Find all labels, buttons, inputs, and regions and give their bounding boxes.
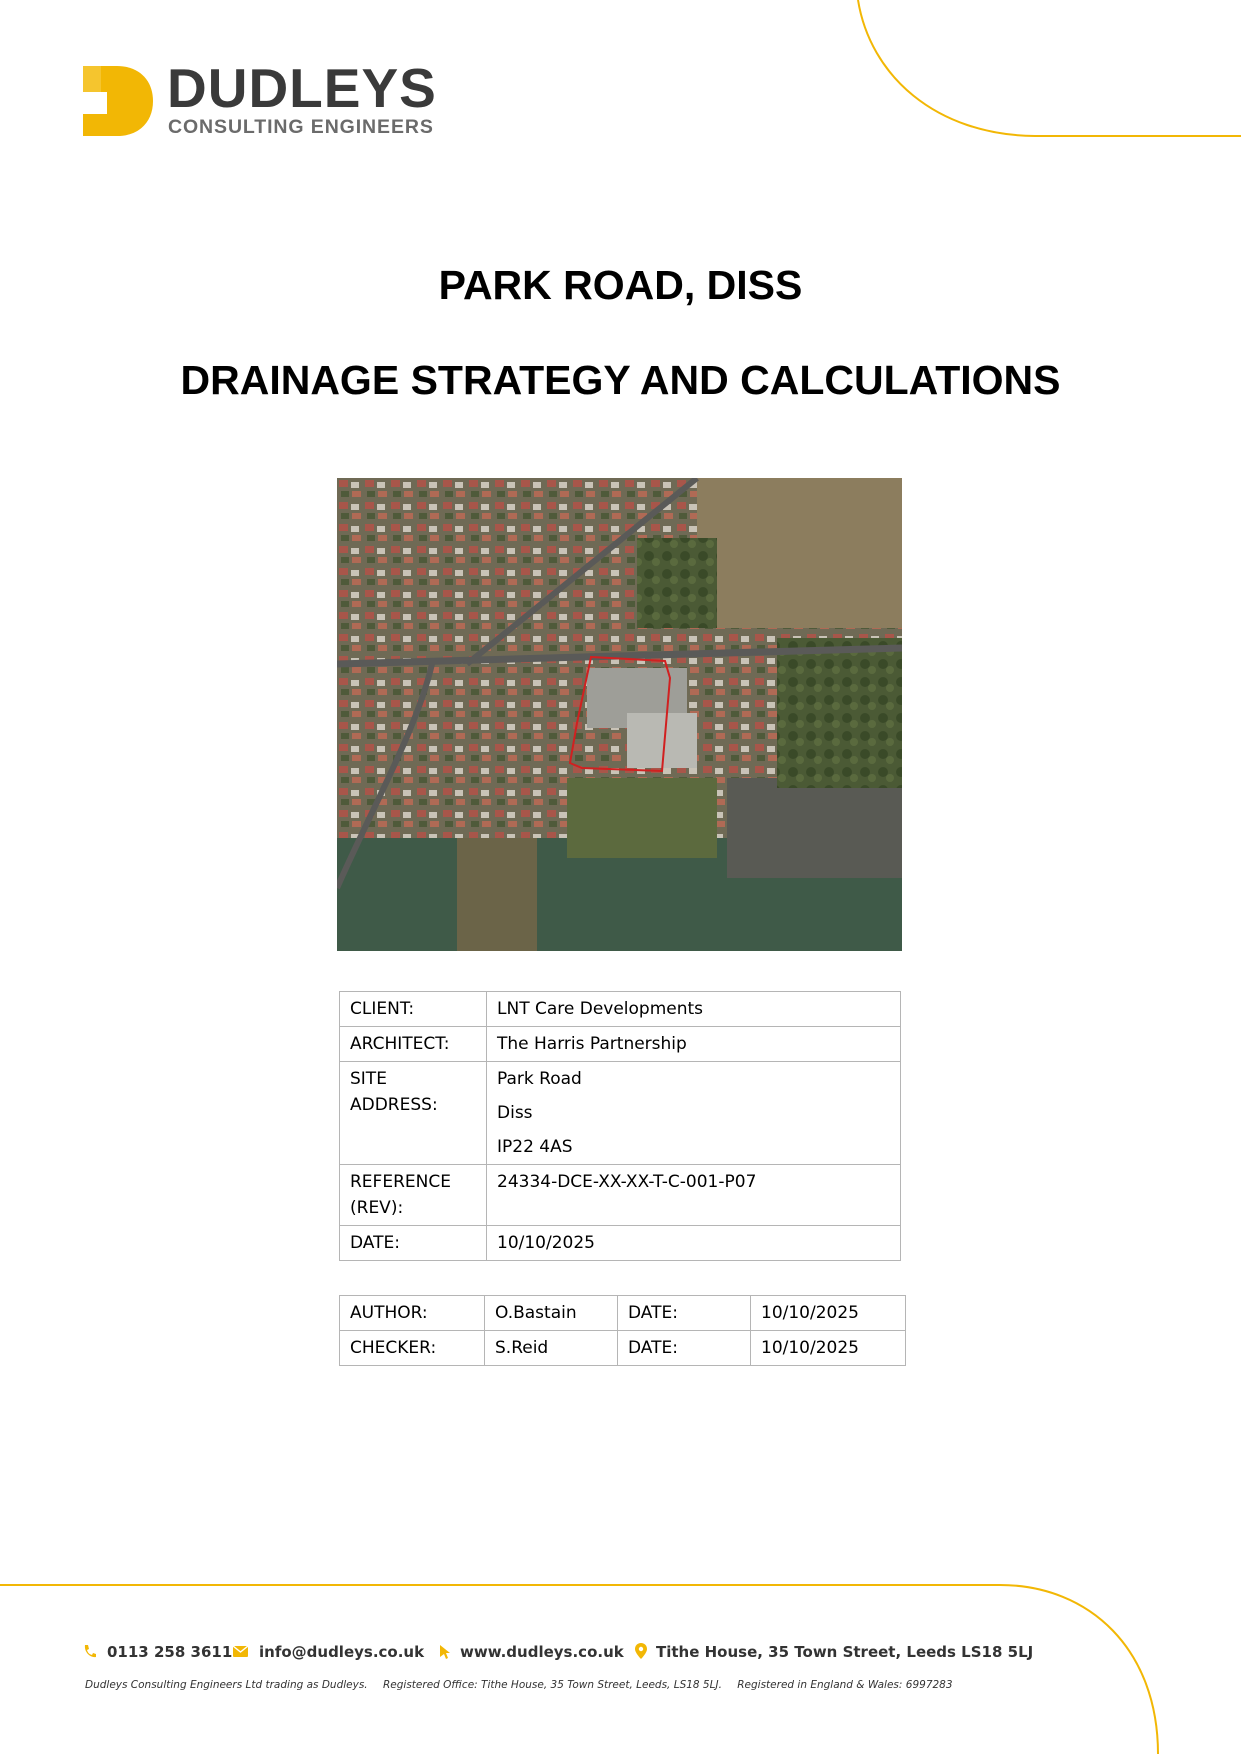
footer-phone-text: 0113 258 3611 [107,1643,233,1661]
table-row [340,992,901,1027]
author-date-label: DATE: [618,1296,751,1331]
author-checker-table [339,1295,906,1366]
project-info-table [339,991,901,1261]
footer-website[interactable] [440,1643,624,1661]
table-row [340,1331,906,1366]
date-value: 10/10/2025 [487,1226,901,1261]
architect-label: ARCHITECT: [340,1027,487,1062]
legal-registered-office: Registered Office: Tithe House, 35 Town Street, Leeds, LS18 5LJ. [383,1679,722,1691]
footer-legal-line [85,1679,965,1691]
footer-phone[interactable] [83,1643,232,1661]
architect-value: The Harris Partnership [487,1027,901,1062]
checker-date-value: 10/10/2025 [751,1331,906,1366]
legal-registration-number: Registered in England & Wales: 6997283 [737,1679,953,1691]
site-address-line: Diss [497,1103,533,1123]
company-logo [83,57,443,142]
table-row [340,1062,901,1165]
footer-address-text: Tithe House, 35 Town Street, Leeds LS18 5LJ [656,1643,1034,1661]
author-date-value: 10/10/2025 [751,1296,906,1331]
footer-email-text: info@dudleys.co.uk [259,1643,425,1661]
document-title: PARK ROAD, DISS [438,262,803,308]
logo-tagline: CONSULTING ENGINEERS [168,116,434,138]
client-value: LNT Care Developments [487,992,901,1027]
author-value: O.Bastain [485,1296,618,1331]
document-subtitle: DRAINAGE STRATEGY AND CALCULATIONS [180,357,1061,403]
reference-value: 24334-DCE-XX-XX-T-C-001-P07 [487,1165,901,1226]
location-pin-icon [635,1643,647,1659]
table-row [340,1165,901,1226]
logo-wordmark: DUDLEYS [167,57,437,119]
checker-label: CHECKER: [340,1331,485,1366]
reference-label: REFERENCE (REV): [340,1165,487,1226]
table-row [340,1226,901,1261]
checker-date-label: DATE: [618,1331,751,1366]
legal-trading-name: Dudleys Consulting Engineers Ltd trading as Dudleys. [85,1679,368,1691]
email-icon [233,1646,248,1657]
table-row [340,1296,906,1331]
site-address-label: SITE ADDRESS: [340,1062,487,1165]
checker-value: S.Reid [485,1331,618,1366]
footer-website-text: www.dudleys.co.uk [460,1643,624,1661]
footer-email[interactable] [233,1643,424,1661]
date-label: DATE: [340,1226,487,1261]
logo-d-mark [83,66,153,136]
author-label: AUTHOR: [340,1296,485,1331]
aerial-site-photo [337,478,902,951]
client-label: CLIENT: [340,992,487,1027]
footer-address [635,1643,1033,1661]
table-row [340,1027,901,1062]
phone-icon [83,1644,97,1659]
site-address-line: Park Road [497,1069,582,1089]
cursor-icon [440,1645,451,1659]
site-address-value [487,1062,901,1165]
site-address-line: IP22 4AS [497,1137,573,1157]
